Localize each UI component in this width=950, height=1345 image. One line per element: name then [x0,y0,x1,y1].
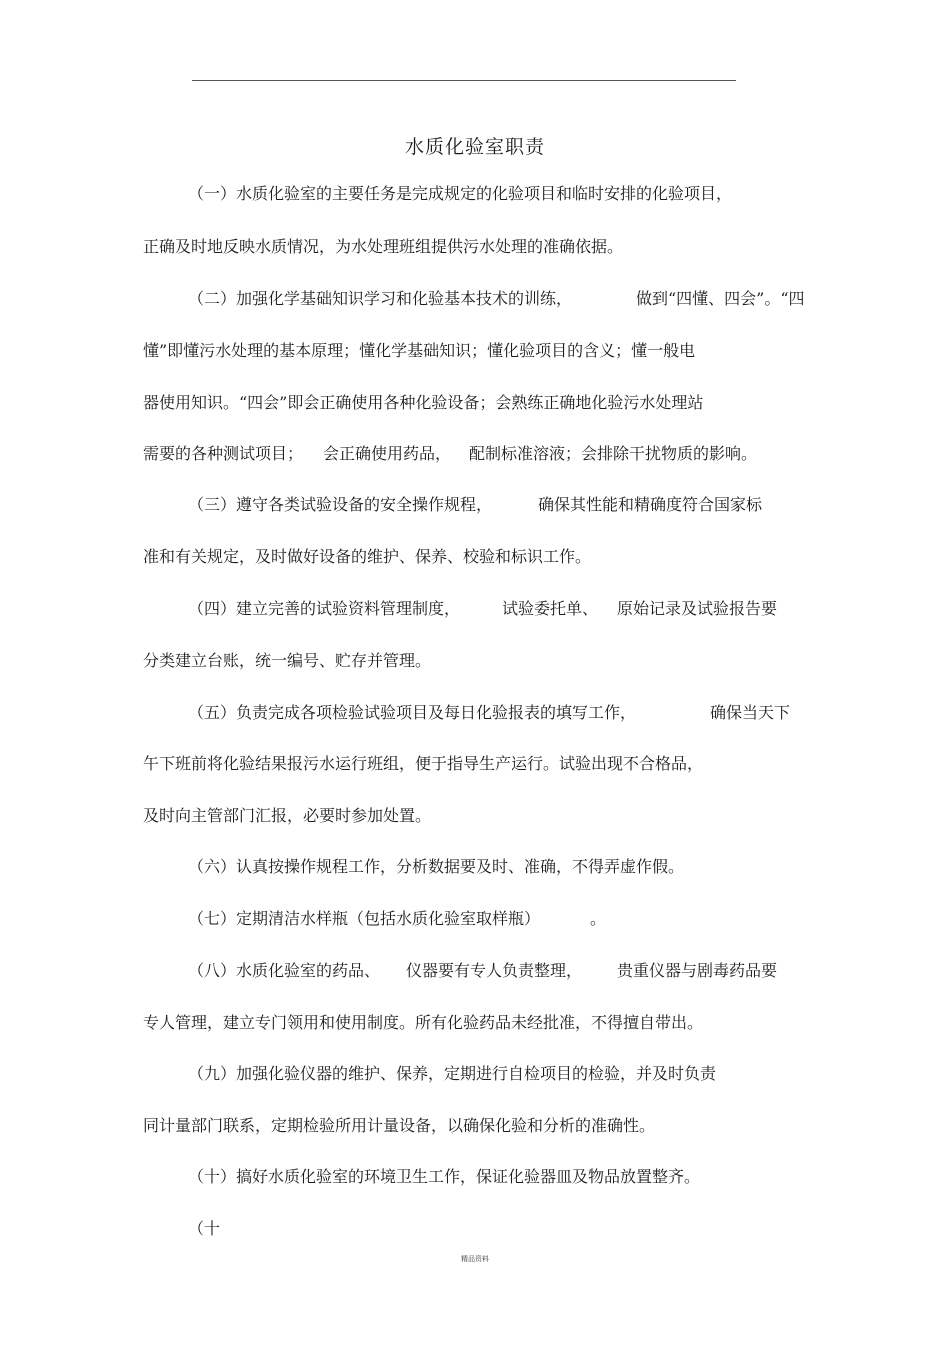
paragraph-8-line-1b: 仪器要有专人负责整理， [406,961,583,980]
paragraph-8-line-2: 专人管理，建立专门领用和使用制度。所有化验药品未经批准，不得擅自带出。 [143,1013,704,1032]
paragraph-4-line-1b: 试验委托单、 [502,599,599,618]
paragraph-6-line-1: （六）认真按操作规程工作，分析数据要及时、准确，不得弄虚作假。 [188,857,685,876]
paragraph-2-line-4b: 会正确使用药品， [323,444,452,463]
page-footer: 精品资料 [461,1255,489,1263]
paragraph-4-line-2: 分类建立台账，统一编号、贮存并管理。 [143,651,432,670]
paragraph-9-line-1: （九）加强化验仪器的维护、保养，定期进行自检项目的检验，并及时负责 [188,1064,717,1083]
paragraph-1-line-2: 正确及时地反映水质情况，为水处理班组提供污水处理的准确依据。 [143,237,624,256]
paragraph-5-line-3: 及时向主管部门汇报，必要时参加处置。 [143,806,432,825]
paragraph-2-line-2: 懂”即懂污水处理的基本原理；懂化学基础知识；懂化验项目的含义；懂一般电 [143,341,696,360]
paragraph-3-line-1b: 确保其性能和精确度符合国家标 [538,495,763,514]
paragraph-2-line-3: 器使用知识。“四会”即会正确使用各种化验设备；会熟练正确地化验污水处理站 [143,393,704,412]
paragraph-4-line-1a: （四）建立完善的试验资料管理制度， [188,599,461,618]
paragraph-3-line-2: 准和有关规定，及时做好设备的维护、保养、校验和标识工作。 [143,547,592,566]
paragraph-4-line-1c: 原始记录及试验报告要 [617,599,778,618]
paragraph-8-line-1a: （八）水质化验室的药品、 [188,961,381,980]
paragraph-10-line-1: （十）搞好水质化验室的环境卫生工作，保证化验器皿及物品放置整齐。 [188,1167,701,1186]
paragraph-5-line-2: 午下班前将化验结果报污水运行班组，便于指导生产运行。试验出现不合格品， [143,754,704,773]
paragraph-2-line-1b: 做到“四懂、四会”。“四 [636,289,805,308]
paragraph-8-line-1c: 贵重仪器与剧毒药品要 [617,961,778,980]
paragraph-1-line-1: （一）水质化验室的主要任务是完成规定的化验项目和临时安排的化验项目， [188,184,733,203]
paragraph-5-line-1a: （五）负责完成各项检验试验项目及每日化验报表的填写工作， [188,703,637,722]
paragraph-11-line-1: （十 [188,1219,221,1238]
paragraph-7-line-1a: （七）定期清洁水样瓶（包括水质化验室取样瓶） [188,909,541,928]
paragraph-9-line-2: 同计量部门联系，定期检验所用计量设备，以确保化验和分析的准确性。 [143,1116,656,1135]
paragraph-3-line-1a: （三）遵守各类试验设备的安全操作规程， [188,495,493,514]
paragraph-5-line-1b: 确保当天下 [710,703,791,722]
paragraph-2-line-4c: 配制标准溶液；会排除干扰物质的影响。 [469,444,758,463]
header-rule [192,80,736,81]
paragraph-2-line-1a: （二）加强化学基础知识学习和化验基本技术的训练， [188,289,573,308]
document-title: 水质化验室职责 [404,136,545,158]
paragraph-7-line-1b: 。 [590,909,607,928]
paragraph-2-line-4a: 需要的各种测试项目； [143,444,304,463]
